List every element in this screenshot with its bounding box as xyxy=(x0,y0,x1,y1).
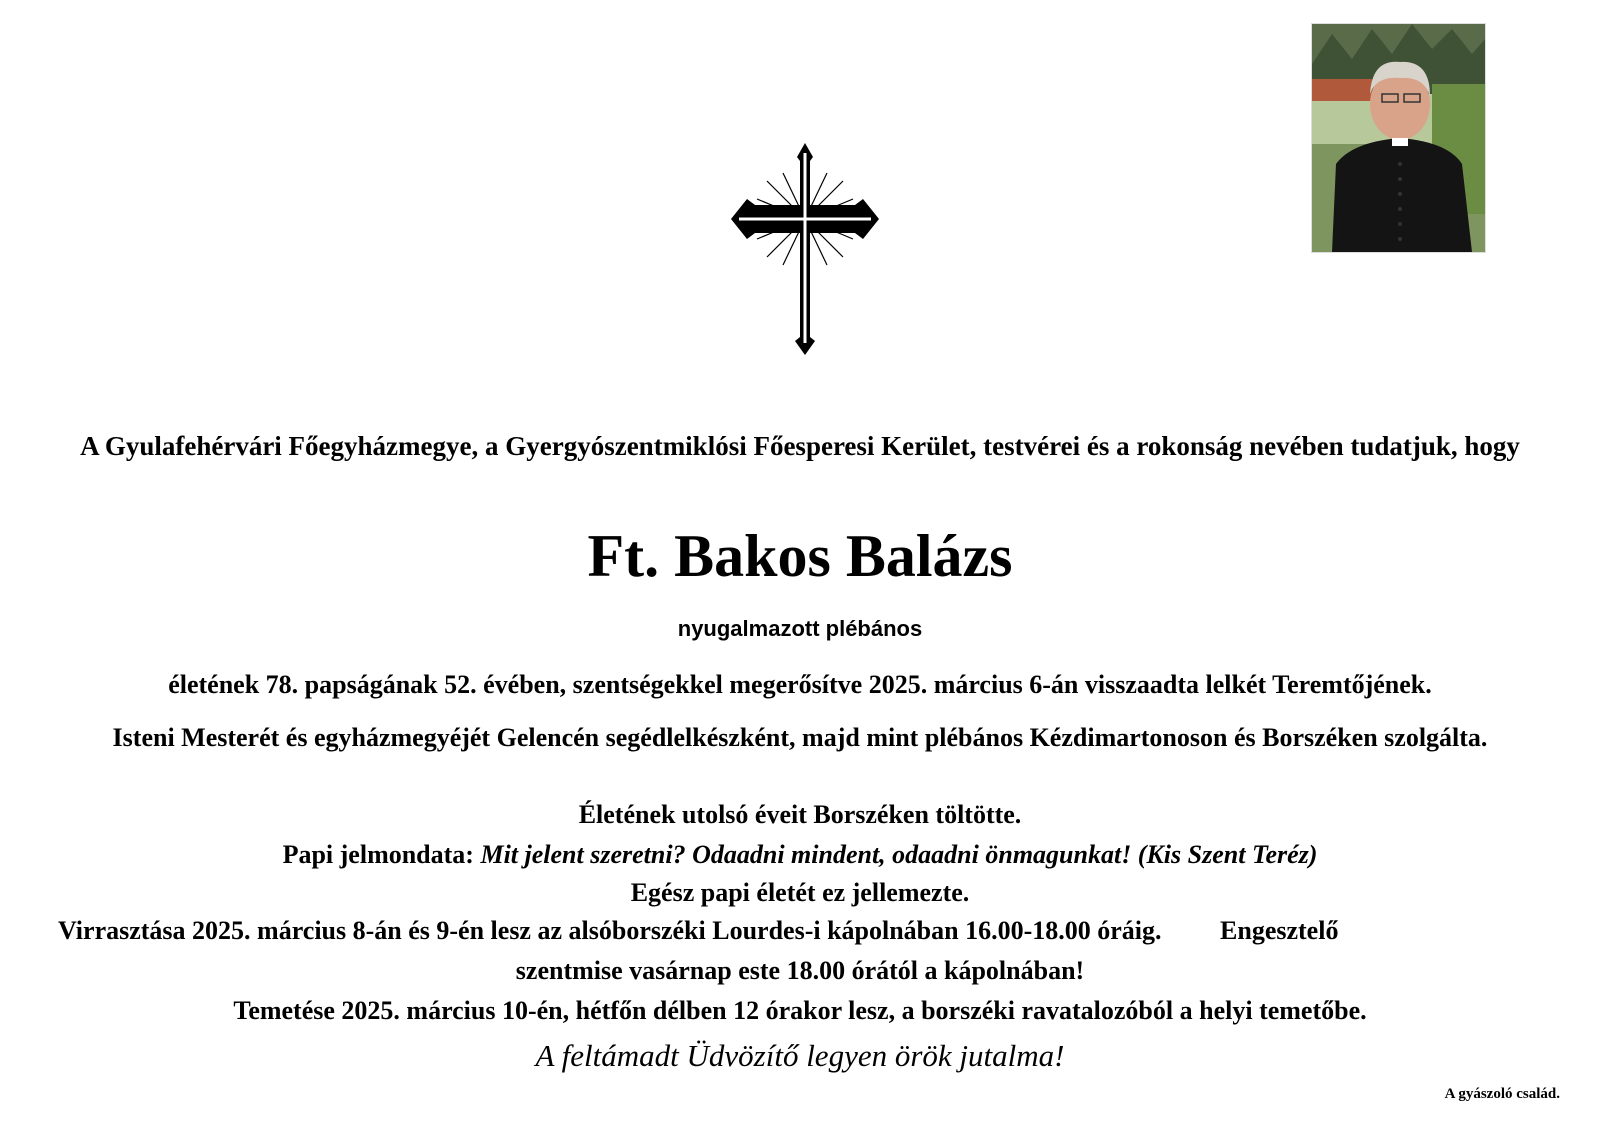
body-line-age: életének 78. papságának 52. évében, szentségekkel megerősítve 2025. március 6-án visszaadta lelkét Teremtőjének. xyxy=(168,670,1432,699)
portrait-photo xyxy=(1311,23,1486,253)
deceased-name: Ft. Bakos Balázs xyxy=(587,523,1013,589)
deceased-title: nyugalmazott plébános xyxy=(677,616,923,641)
signature: A gyászoló család. xyxy=(1444,1086,1560,1102)
body-line-funeral: Temetése 2025. március 10-én, hétfőn délben 12 órakor lesz, a borszéki ravatalozóból a helyi temetőbe. xyxy=(233,996,1367,1025)
closing-blessing: A feltámadt Üdvözítő legyen örök jutalma! xyxy=(535,1038,1065,1073)
body-line-ministry: Isteni Mesterét és egyházmegyéjét Gelencén segédlelkészként, majd mint plébános Kézdimartonoson és Borszéken szolgálta. xyxy=(112,723,1488,752)
body-line-motto xyxy=(50,838,1550,872)
cross-icon xyxy=(727,143,883,355)
motto-label: Papi jelmondata: xyxy=(282,840,481,869)
motto-text: Mit jelent szeretni? Odaadni mindent, odaadni önmagunkat! (Kis Szent Teréz) xyxy=(480,840,1318,869)
body-line-characterized: Egész papi életét ez jellemezte. xyxy=(630,878,970,907)
body-line-last-years: Életének utolsó éveit Borszéken töltötte. xyxy=(578,800,1022,829)
body-line-vigil: Virrasztása 2025. március 8-án és 9-én lesz az alsóborszéki Lourdes-i kápolnában 16.00-18.00 óráig. Engesztelő xyxy=(58,916,1339,945)
intro-text: A Gyulafehérvári Főegyházmegye, a Gyergyószentmiklósi Főesperesi Kerület, testvérei és a rokonság nevében tudatjuk, hogy xyxy=(80,431,1520,461)
body-line-mass: szentmise vasárnap este 18.00 órától a kápolnában! xyxy=(515,956,1085,985)
